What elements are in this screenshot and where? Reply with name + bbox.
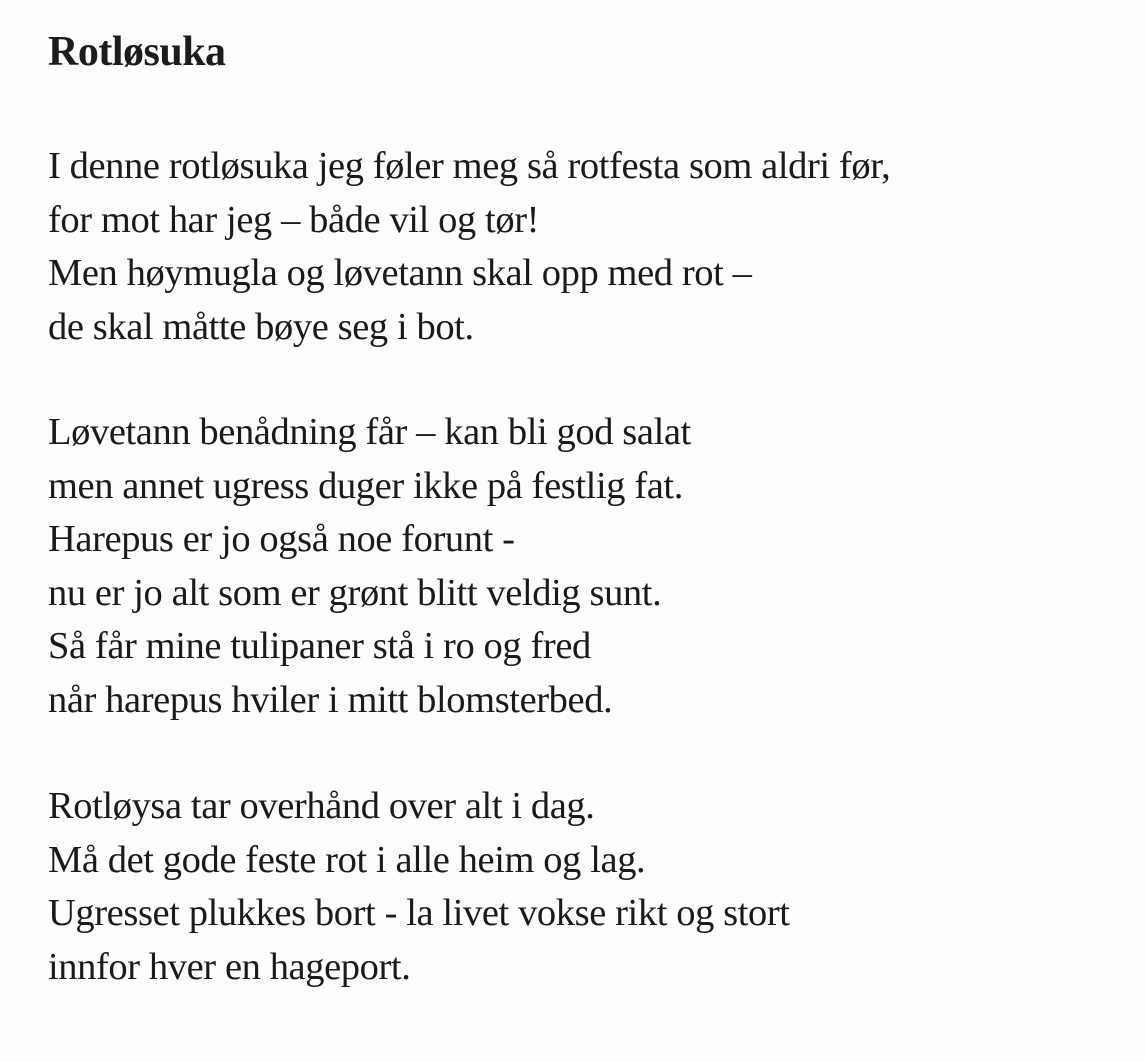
poem-line: de skal måtte bøye seg i bot. bbox=[48, 305, 474, 348]
stanza-2 bbox=[48, 406, 691, 727]
poem-line: innfor hver en hageport. bbox=[48, 945, 411, 988]
poem-title: Rotløsuka bbox=[48, 29, 226, 75]
stanza-3 bbox=[48, 780, 790, 994]
poem-line: I denne rotløsuka jeg føler meg så rotfesta som aldri før, bbox=[48, 145, 891, 187]
poem-line: Løvetann benådning får – kan bli god salat bbox=[48, 411, 691, 453]
poem-line: nu er jo alt som er grønt blitt veldig sunt. bbox=[48, 571, 662, 614]
poem-line: Så får mine tulipaner stå i ro og fred bbox=[48, 625, 591, 667]
poem-line: men annet ugress duger ikke på festlig fat. bbox=[48, 464, 683, 507]
poem-line: Ugresset plukkes bort - la livet vokse rikt og stort bbox=[48, 892, 790, 934]
poem-line: Men høymugla og løvetann skal opp med rot – bbox=[48, 252, 752, 294]
stanza-1 bbox=[48, 140, 890, 354]
poem-line: Må det gode feste rot i alle heim og lag. bbox=[48, 838, 646, 881]
poem-line: Harepus er jo også noe forunt - bbox=[48, 518, 515, 560]
poem-line: for mot har jeg – både vil og tør! bbox=[48, 198, 540, 241]
poem-line: Rotløysa tar overhånd over alt i dag. bbox=[48, 785, 595, 827]
poem-line: når harepus hviler i mitt blomsterbed. bbox=[48, 678, 613, 721]
